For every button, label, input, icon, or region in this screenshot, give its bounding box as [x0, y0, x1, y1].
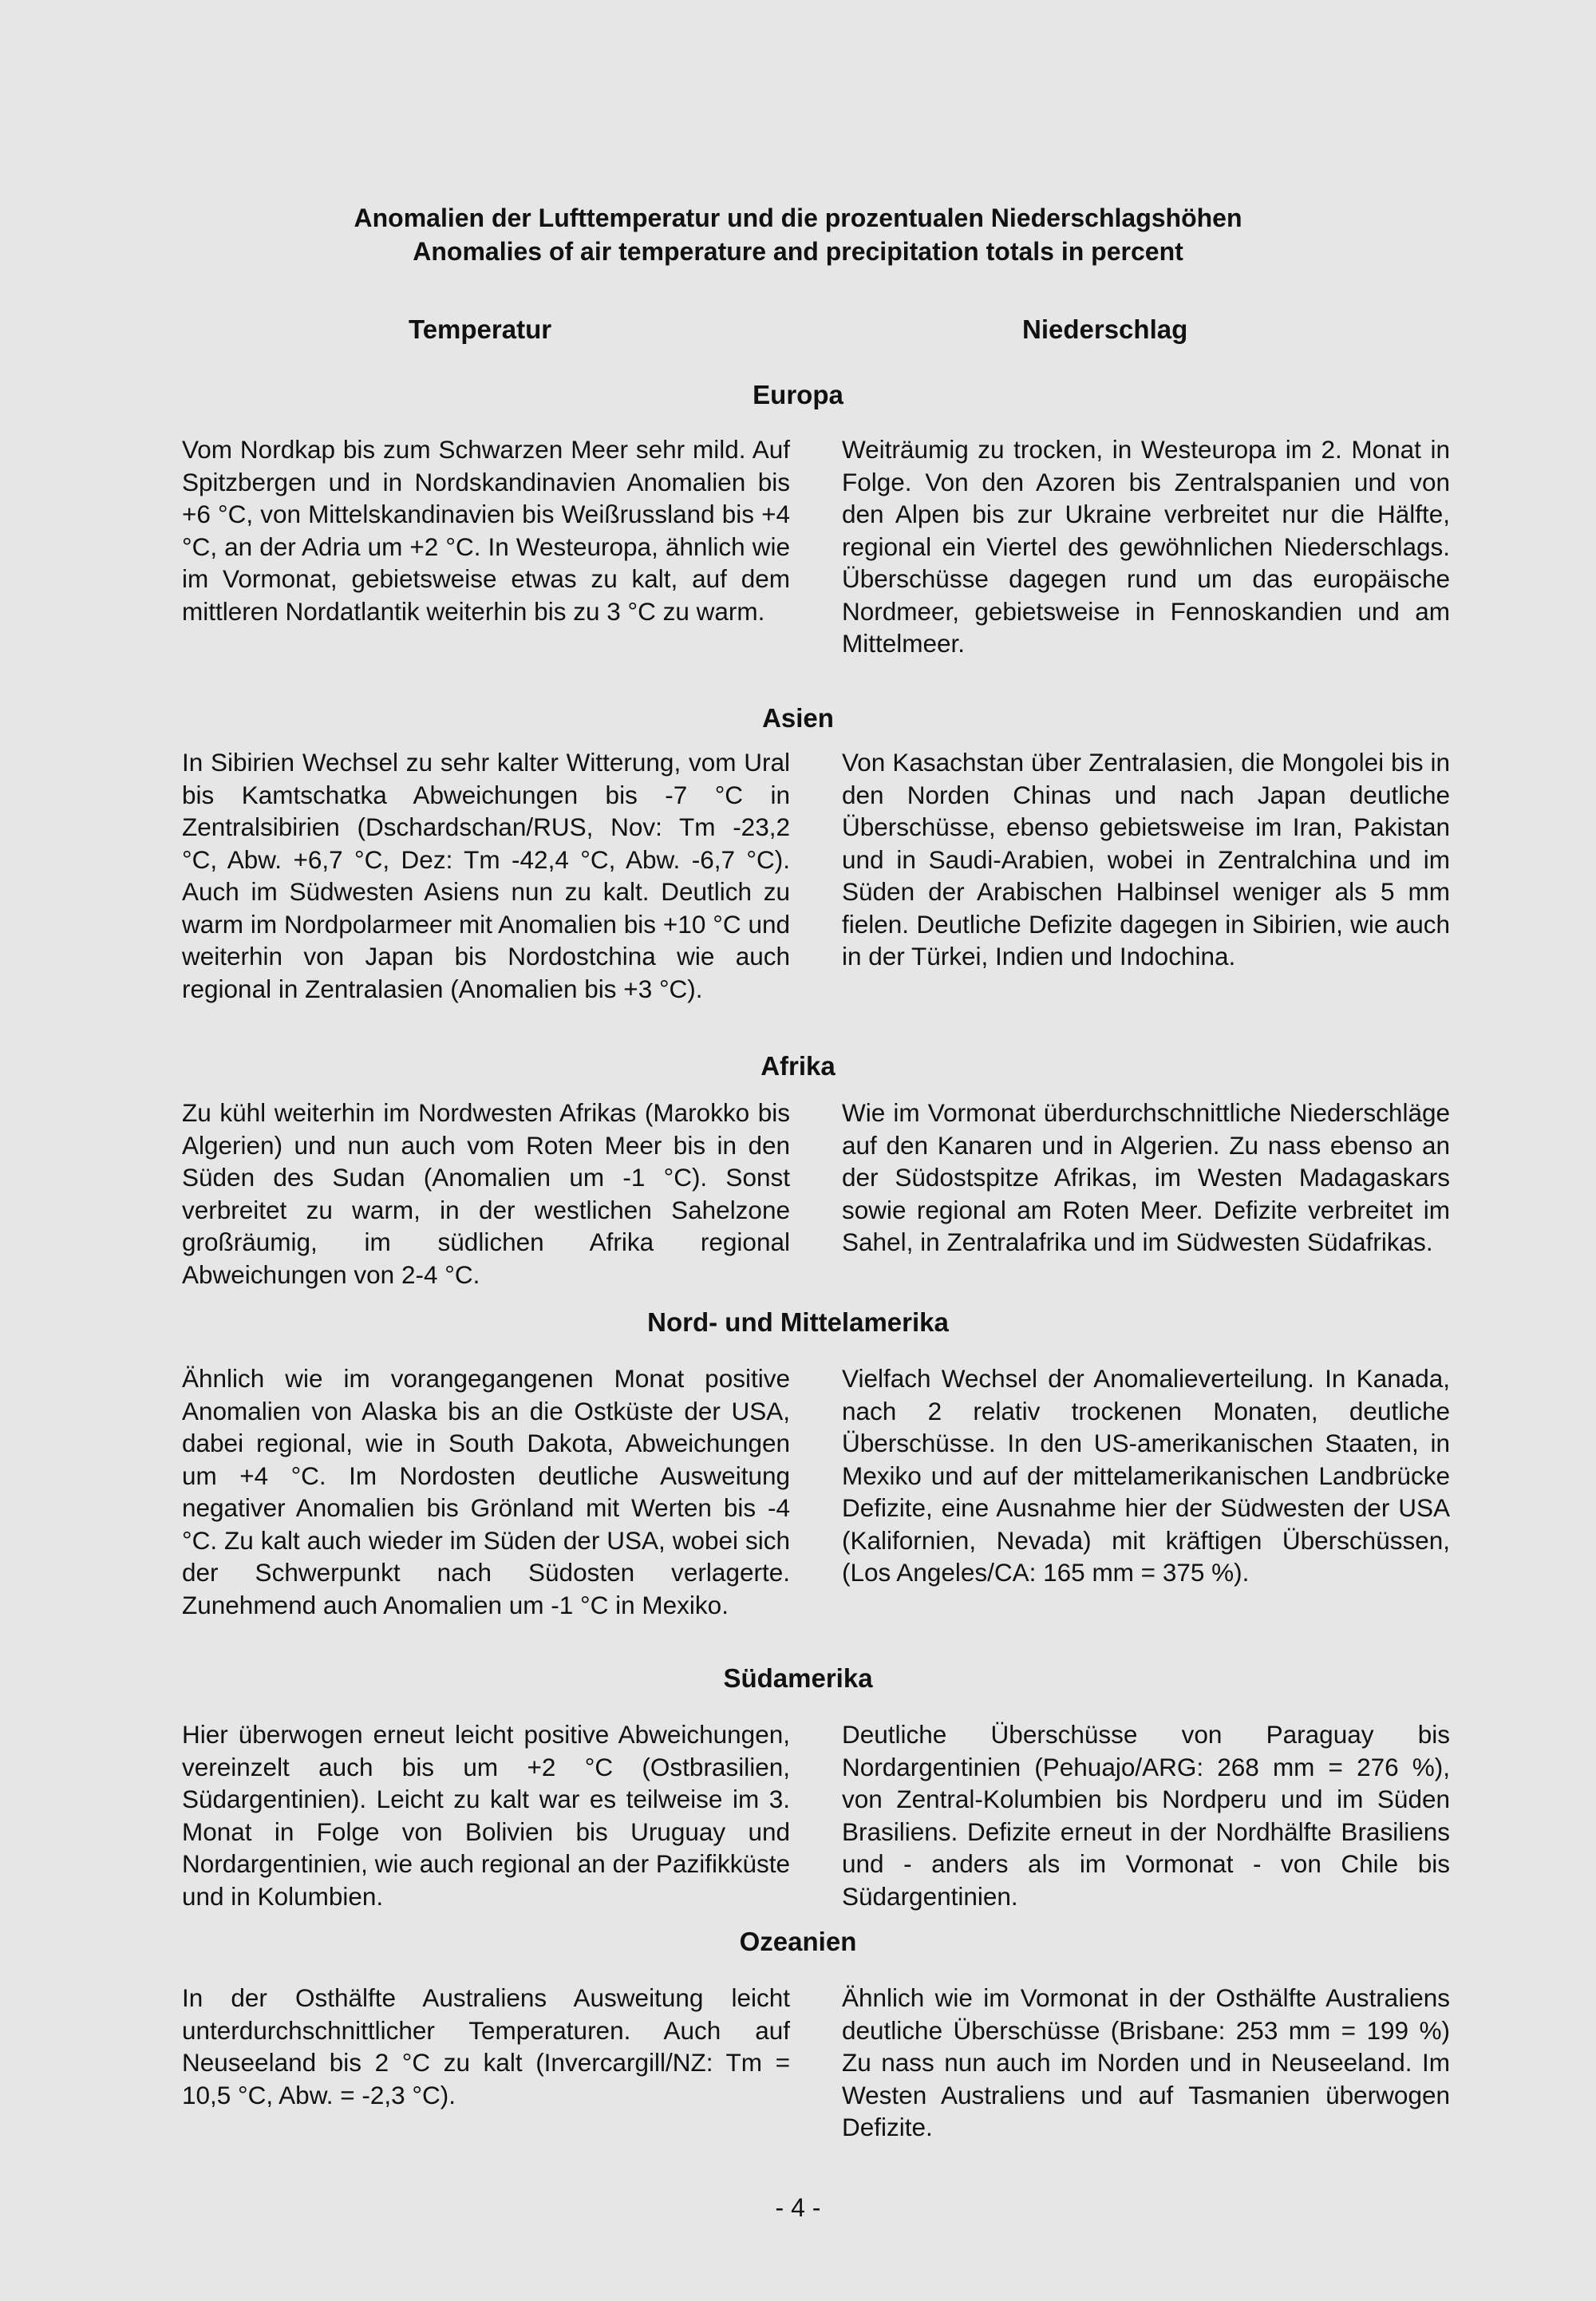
temperature-text-afrika: Zu kühl weiterhin im Nordwesten Afrikas (Marokko bis Algerien) und nun auch vom Roten Meer bis in den Süden des Sudan (Anomalien um -1 °C). Sonst verbreitet zu warm, in der westlichen Sahelzone großräumig, im südlichen Afrika regional Abweichungen von 2-4 °C.: [182, 1098, 790, 1289]
page-number: - 4 -: [775, 2193, 821, 2222]
precipitation-text-suedamerika: Deutliche Überschüsse von Paraguay bis Nordargentinien (Pehuajo/ARG: 268 mm = 276 %), von Zentral-Kolumbien bis Nordperu und im Süden Brasiliens. Defizite erneut in der Nordhälfte Brasiliens und - anders als im Vormonat - von Chile bis Südargentinien.: [842, 1720, 1450, 1911]
precipitation-text-afrika: Wie im Vormonat überdurchschnittliche Niederschläge auf den Kanaren und in Algerien. Zu nass ebenso an der Südostspitze Afrikas, im Westen Madagaskars sowie regional am Roten Meer. Defizite verbreitet im Sahel, in Zentralafrika und im Südwesten Südafrikas.: [842, 1098, 1450, 1256]
region-heading-afrika: Afrika: [760, 1051, 836, 1081]
temperature-text-nord-und-mittelamerika: Ähnlich wie im vorangegangenen Monat positive Anomalien von Alaska bis an die Ostküste der USA, dabei regional, wie in South Dakota, Abweichungen um +4 °C. Im Nordosten deutliche Ausweitung negativer Anomalien bis Grönland mit Werten bis -4 °C. Zu kalt auch wieder im Süden der USA, wobei sich der Schwerpunkt nach Südosten verlagerte. Zunehmend auch Anomalien um -1 °C in Mexiko.: [182, 1364, 790, 1619]
temperature-text-suedamerika: Hier überwogen erneut leicht positive Abweichungen, vereinzelt auch bis um +2 °C (Ostbrasilien, Südargentinien). Leicht zu kalt war es teilweise im 3. Monat in Folge von Bolivien bis Uruguay und Nordargentinien, wie auch regional an der Pazifikküste und in Kolumbien.: [182, 1720, 790, 1911]
title-block: [0, 201, 1596, 268]
precipitation-text-nord-und-mittelamerika: Vielfach Wechsel der Anomalieverteilung. In Kanada, nach 2 relativ trockenen Monaten, deutliche Überschüsse. In den US-amerikanischen Staaten, in Mexiko und auf der mittelamerikanischen Landbrücke Defizite, eine Ausnahme hier der Südwesten der USA (Kalifornien, Nevada) mit kräftigen Überschüssen, (Los Angeles/CA: 165 mm = 375 %).: [842, 1364, 1450, 1587]
region-heading-asien: Asien: [762, 703, 834, 733]
region-heading-nord-und-mittelamerika: Nord- und Mittelamerika: [647, 1307, 949, 1337]
precipitation-text-europa: Weiträumig zu trocken, in Westeuropa im 2. Monat in Folge. Von den Azoren bis Zentralspanien und von den Alpen bis zur Ukraine verbreitet nur die Hälfte, regional ein Viertel des gewöhnlichen Niederschlags. Überschüsse dagegen rund um das europäische Nordmeer, gebietsweise in Fennoskandien und am Mittelmeer.: [842, 435, 1450, 658]
region-heading-europa: Europa: [753, 380, 843, 409]
region-heading-suedamerika: Südamerika: [723, 1663, 873, 1693]
precipitation-text-ozeanien: Ähnlich wie im Vormonat in der Osthälfte Australiens deutliche Überschüsse (Brisbane: 253 mm = 199 %) Zu nass nun auch im Norden und in Neuseeland. Im Westen Australiens und auf Tasmanien überwogen Defizite.: [842, 1983, 1450, 2141]
title-german: Anomalien der Lufttemperatur und die prozentualen Niederschlagshöhen: [354, 204, 1242, 232]
precipitation-text-asien: Von Kasachstan über Zentralasien, die Mongolei bis in den Norden Chinas und nach Japan deutliche Überschüsse, ebenso gebietsweise im Iran, Pakistan und in Saudi-Arabien, wobei in Zentralchina und im Süden der Arabischen Halbinsel weniger als 5 mm fielen. Deutliche Defizite dagegen in Sibirien, wie auch in der Türkei, Indien und Indochina.: [842, 748, 1450, 971]
title-english: Anomalies of air temperature and precipitation totals in percent: [413, 237, 1183, 266]
column-heading-precipitation: Niederschlag: [1022, 314, 1188, 344]
region-heading-ozeanien: Ozeanien: [739, 1927, 857, 1956]
temperature-text-asien: In Sibirien Wechsel zu sehr kalter Witterung, vom Ural bis Kamtschatka Abweichungen bis -7 °C in Zentralsibirien (Dschardschan/RUS, Nov: Tm -23,2 °C, Abw. +6,7 °C, Dez: Tm -42,4 °C, Abw. -6,7 °C). Auch im Südwesten Asiens nun zu kalt. Deutlich zu warm im Nordpolarmeer mit Anomalien bis +10 °C und weiterhin von Japan bis Nordostchina wie auch regional in Zentralasien (Anomalien bis +3 °C).: [182, 748, 790, 1003]
temperature-text-europa: Vom Nordkap bis zum Schwarzen Meer sehr mild. Auf Spitzbergen und in Nordskandinavien Anomalien bis +6 °C, von Mittelskandinavien bis Weißrussland bis +4 °C, an der Adria um +2 °C. In Westeuropa, ähnlich wie im Vormonat, gebietsweise etwas zu kalt, auf dem mittleren Nordatlantik weiterhin bis zu 3 °C zu warm.: [182, 435, 790, 626]
column-heading-temperature: Temperatur: [409, 314, 552, 344]
temperature-text-ozeanien: In der Osthälfte Australiens Ausweitung leicht unterdurchschnittlicher Temperaturen. Auch auf Neuseeland bis 2 °C zu kalt (Invercargill/NZ: Tm = 10,5 °C, Abw. = -2,3 °C).: [182, 1983, 790, 2109]
